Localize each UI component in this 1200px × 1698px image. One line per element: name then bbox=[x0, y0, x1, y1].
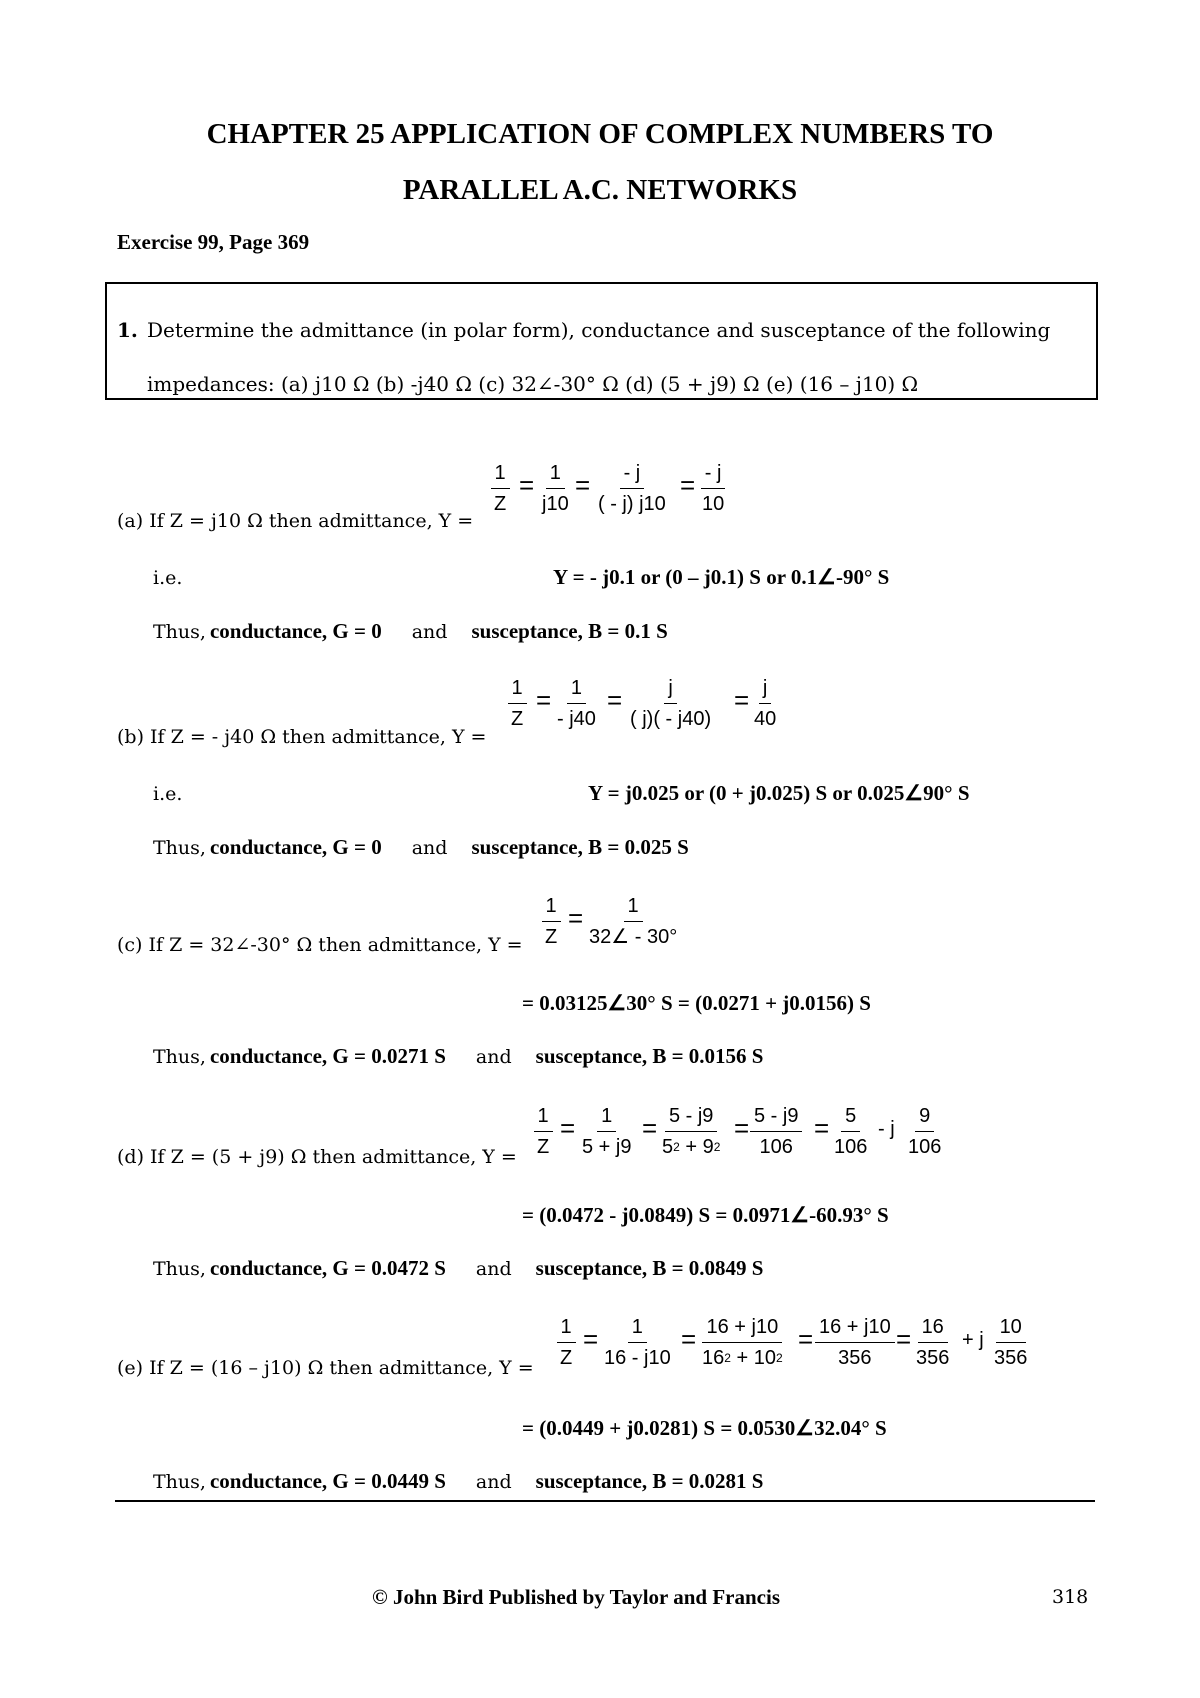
equals-sign: = bbox=[519, 470, 535, 500]
part-e-susceptance: susceptance, B = 0.0281 S bbox=[535, 1469, 764, 1493]
chapter-title-line1: CHAPTER 25 APPLICATION OF COMPLEX NUMBERS TO bbox=[206, 118, 994, 150]
part-a-intro: (a) If Z = j10 Ω then admittance, Y = bbox=[117, 510, 474, 532]
part-c-frac-2: $\frac{1}{32\angle - 30^\circ}$ bbox=[589, 895, 678, 948]
part-e-frac-3: $\frac{16 + j10}{16^2 + 10^2}$ bbox=[702, 1316, 783, 1369]
part-a-thus-line: Thus, conductance, G = 0 and susceptance, B = 0.1 S bbox=[153, 619, 668, 643]
equals-sign: = bbox=[575, 470, 591, 500]
part-e-frac-1: $\frac{1}{Z}$ bbox=[556, 1314, 576, 1371]
question-line2: impedances: (a) j10 Ω (b) -j40 Ω (c) 32∠-30° Ω (d) (5 + j9) Ω (e) (16 – j10) Ω bbox=[147, 372, 919, 396]
part-d-susceptance: susceptance, B = 0.0849 S bbox=[535, 1256, 764, 1280]
part-a-frac-2: $\frac{1}{j10}$ bbox=[542, 462, 569, 515]
part-c-susceptance: susceptance, B = 0.0156 S bbox=[535, 1044, 764, 1068]
part-c-intro: (c) If Z = 32∠-30° Ω then admittance, Y = bbox=[117, 934, 523, 956]
part-a-result: Y = - j0.1 or (0 – j0.1) S or 0.1∠-90° S bbox=[553, 565, 890, 589]
page-number: 318 bbox=[1052, 1586, 1089, 1608]
part-d-frac-1: $\frac{1}{Z}$ bbox=[533, 1103, 553, 1160]
part-a-susceptance: susceptance, B = 0.1 S bbox=[471, 619, 668, 643]
equals-sign: = bbox=[896, 1324, 912, 1354]
part-b-intro: (b) If Z = - j40 Ω then admittance, Y = bbox=[117, 726, 487, 748]
part-c-conductance: conductance, G = 0.0271 S bbox=[209, 1044, 446, 1068]
equals-sign: = bbox=[568, 903, 584, 933]
equals-sign: = bbox=[680, 470, 696, 500]
part-b-frac-4: $\frac{j}{40}$ bbox=[754, 677, 777, 730]
part-b-frac-1: $\frac{1}{Z}$ bbox=[507, 675, 527, 732]
part-d-thus-line: Thus, conductance, G = 0.0472 S and susceptance, B = 0.0849 S bbox=[153, 1256, 764, 1280]
part-b-ie: i.e. bbox=[153, 783, 183, 805]
part-d-conductance: conductance, G = 0.0472 S bbox=[209, 1256, 446, 1280]
part-e-conductance: conductance, G = 0.0449 S bbox=[209, 1469, 446, 1493]
part-a-conductance: conductance, G = 0 bbox=[209, 619, 382, 643]
part-b-susceptance: susceptance, B = 0.025 S bbox=[471, 835, 689, 859]
equals-sign: = bbox=[681, 1324, 697, 1354]
footer-copyright: © John Bird Published by Taylor and Francis bbox=[372, 1585, 781, 1609]
equals-sign: = bbox=[642, 1113, 658, 1143]
part-a-frac-3: $\frac{- j}{( - j) j10}$ bbox=[598, 462, 666, 515]
question-number: 1. bbox=[117, 318, 138, 342]
part-a-ie: i.e. bbox=[153, 567, 183, 589]
part-d-minus-j: - j bbox=[878, 1118, 895, 1140]
part-b-thus-line: Thus, conductance, G = 0 and susceptance, B = 0.025 S bbox=[153, 835, 689, 859]
part-e-intro: (e) If Z = (16 – j10) Ω then admittance, Y = bbox=[117, 1357, 534, 1379]
part-d-frac-5: $\frac{5}{106}$ bbox=[834, 1105, 868, 1158]
part-c-result: = 0.03125∠30° S = (0.0271 + j0.0156) S bbox=[522, 991, 871, 1015]
part-e-frac-5: $\frac{16}{356}$ bbox=[916, 1316, 950, 1369]
part-b-conductance: conductance, G = 0 bbox=[209, 835, 382, 859]
part-d-frac-6: $\frac{9}{106}$ bbox=[908, 1105, 942, 1158]
part-c-frac-1: $\frac{1}{Z}$ bbox=[541, 893, 561, 950]
part-d-frac-4: $\frac{5 - j9}{106}$ bbox=[750, 1103, 802, 1160]
equals-sign: = bbox=[560, 1113, 576, 1143]
part-a-frac-1: $\frac{1}{Z}$ bbox=[490, 460, 510, 517]
equals-sign: = bbox=[734, 685, 750, 715]
part-d-frac-3: $\frac{5 - j9}{5^2 + 9^2}$ bbox=[662, 1105, 721, 1158]
equals-sign: = bbox=[607, 685, 623, 715]
part-e-frac-6: $\frac{10}{356}$ bbox=[994, 1316, 1028, 1369]
part-e-plus-j: + j bbox=[962, 1329, 984, 1351]
equals-sign: = bbox=[536, 685, 552, 715]
part-d-result: = (0.0472 - j0.0849) S = 0.0971∠-60.93° S bbox=[522, 1203, 889, 1227]
part-e-frac-4: $\frac{16 + j10}{356}$ bbox=[815, 1314, 895, 1371]
part-e-frac-2: $\frac{1}{16 - j10}$ bbox=[604, 1316, 671, 1369]
question-line1: Determine the admittance (in polar form), conductance and susceptance of the following bbox=[147, 318, 1051, 342]
part-e-thus-line: Thus, conductance, G = 0.0449 S and susceptance, B = 0.0281 S bbox=[153, 1469, 764, 1493]
part-b-result: Y = j0.025 or (0 + j0.025) S or 0.025∠90° S bbox=[588, 781, 970, 805]
part-b-frac-3: $\frac{j}{( j)( - j40)}$ bbox=[630, 677, 712, 730]
equals-sign: = bbox=[814, 1113, 830, 1143]
equals-sign: = bbox=[734, 1113, 750, 1143]
part-b-frac-2: $\frac{1}{- j40}$ bbox=[557, 677, 596, 730]
equals-sign: = bbox=[583, 1324, 599, 1354]
exercise-heading: Exercise 99, Page 369 bbox=[117, 230, 310, 254]
part-e-result: = (0.0449 + j0.0281) S = 0.0530∠32.04° S bbox=[522, 1416, 887, 1440]
part-a-frac-4: $\frac{- j}{10}$ bbox=[702, 462, 725, 515]
section-divider bbox=[115, 1500, 1095, 1502]
part-d-frac-2: $\frac{1}{5 + j9}$ bbox=[582, 1105, 632, 1158]
part-c-thus-line: Thus, conductance, G = 0.0271 S and susceptance, B = 0.0156 S bbox=[153, 1044, 764, 1068]
part-d-intro: (d) If Z = (5 + j9) Ω then admittance, Y = bbox=[117, 1146, 517, 1168]
equals-sign: = bbox=[798, 1324, 814, 1354]
chapter-title-line2: PARALLEL A.C. NETWORKS bbox=[402, 174, 798, 206]
